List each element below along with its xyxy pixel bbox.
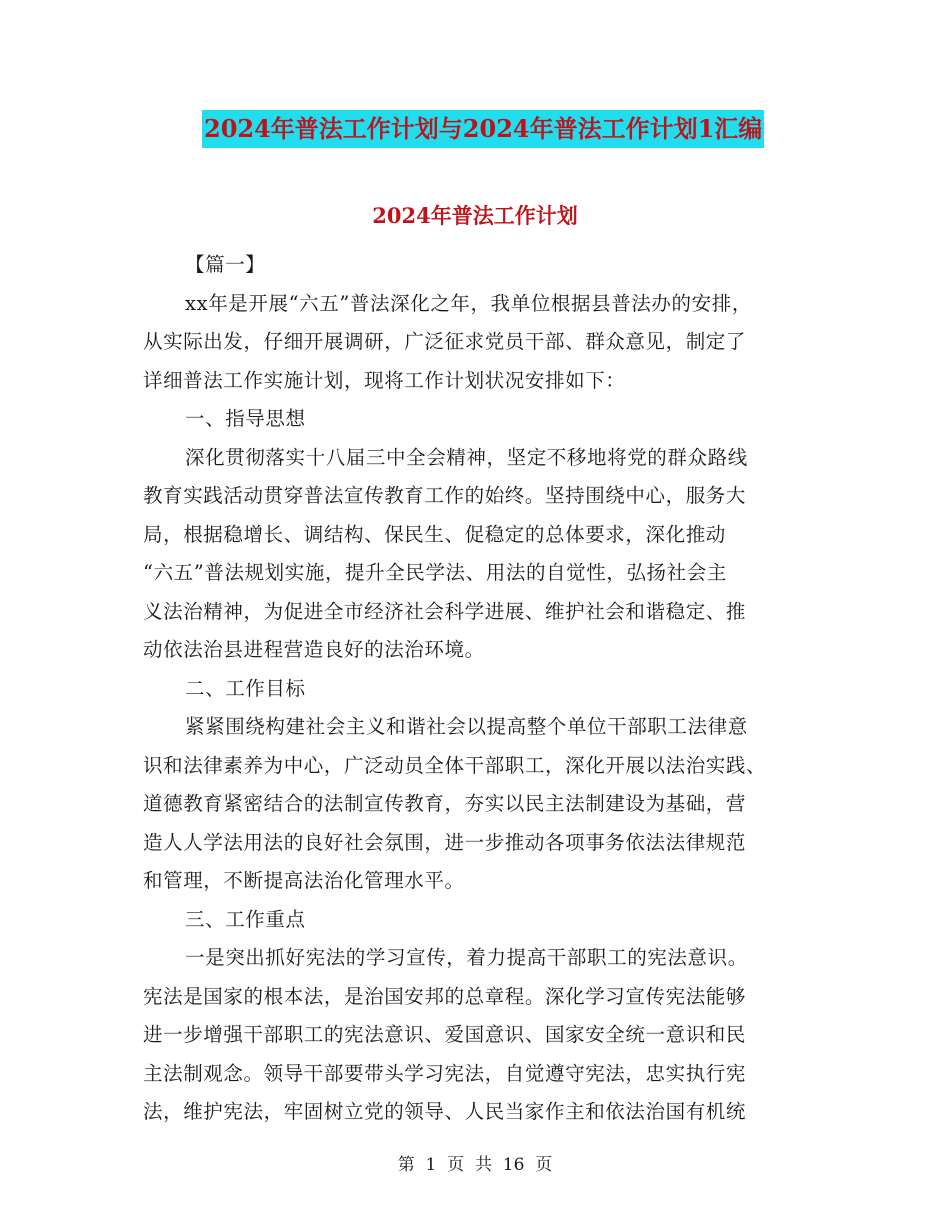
body-line: 【篇一】 bbox=[185, 253, 266, 276]
body-line: 造人人学法用法的良好社会氛围，进一步推动各项事务依法法律规范 bbox=[143, 830, 747, 854]
body-line: “六五”普法规划实施，提升全民学法、用法的自觉性，弘扬社会主 bbox=[143, 561, 727, 584]
body-line: 和管理，不断提高法治化管理水平。 bbox=[143, 869, 465, 892]
body-line: 宪法是国家的根本法，是治国安邦的总章程。深化学习宣传宪法能够 bbox=[143, 984, 747, 1008]
body-line: 义法治精神，为促进全市经济社会科学进展、维护社会和谐稳定、推 bbox=[143, 599, 747, 623]
body-line: 局，根据稳增长、调结构、保民生、促稳定的总体要求，深化推动 bbox=[143, 522, 726, 546]
body-line: 动依法治县进程营造良好的法治环境。 bbox=[143, 638, 485, 661]
body-line: 教育实践活动贯穿普法宣传教育工作的始终。坚持围绕中心，服务大 bbox=[143, 484, 747, 507]
body-line: 识和法律素养为中心，广泛动员全体干部职工，深化开展以法治实践、 bbox=[143, 753, 767, 777]
body-line: 进一步增强干部职工的宪法意识、爱国意识、国家安全统一意识和民 bbox=[143, 1023, 747, 1046]
body-line: 一、指导思想 bbox=[185, 407, 306, 430]
body-line: 三、工作重点 bbox=[185, 907, 306, 931]
body-line: 深化贯彻落实十八届三中全会精神，坚定不移地将党的群众路线 bbox=[185, 445, 748, 469]
section-title: 2024年普法工作计划 bbox=[372, 203, 578, 228]
body-line: 主法制观念。领导干部要带头学习宪法，自觉遵守宪法，忠实执行宪 bbox=[143, 1061, 747, 1085]
page-footer: 第 1 页 共 16 页 bbox=[397, 1155, 553, 1175]
body-line: 二、工作目标 bbox=[185, 676, 306, 700]
body-text bbox=[143, 246, 811, 1132]
body-line: 法，维护宪法，牢固树立党的领导、人民当家作主和依法治国有机统 bbox=[143, 1100, 747, 1123]
body-line: 紧紧围绕构建社会主义和谐社会以提高整个单位干部职工法律意 bbox=[185, 715, 748, 738]
body-line: 详细普法工作实施计划，现将工作计划状况安排如下： bbox=[143, 368, 626, 392]
document-title: 2024年普法工作计划与2024年普法工作计划1汇编 bbox=[202, 110, 764, 148]
body-line: xx年是开展“六五”普法深化之年，我单位根据县普法办的安排， bbox=[185, 291, 752, 315]
body-line: 道德教育紧密结合的法制宣传教育，夯实以民主法制建设为基础，营 bbox=[143, 792, 747, 815]
body-line: 从实际出发，仔细开展调研，广泛征求党员干部、群众意见，制定了 bbox=[143, 330, 747, 353]
body-line: 一是突出抓好宪法的学习宣传，着力提高干部职工的宪法意识。 bbox=[185, 946, 748, 969]
